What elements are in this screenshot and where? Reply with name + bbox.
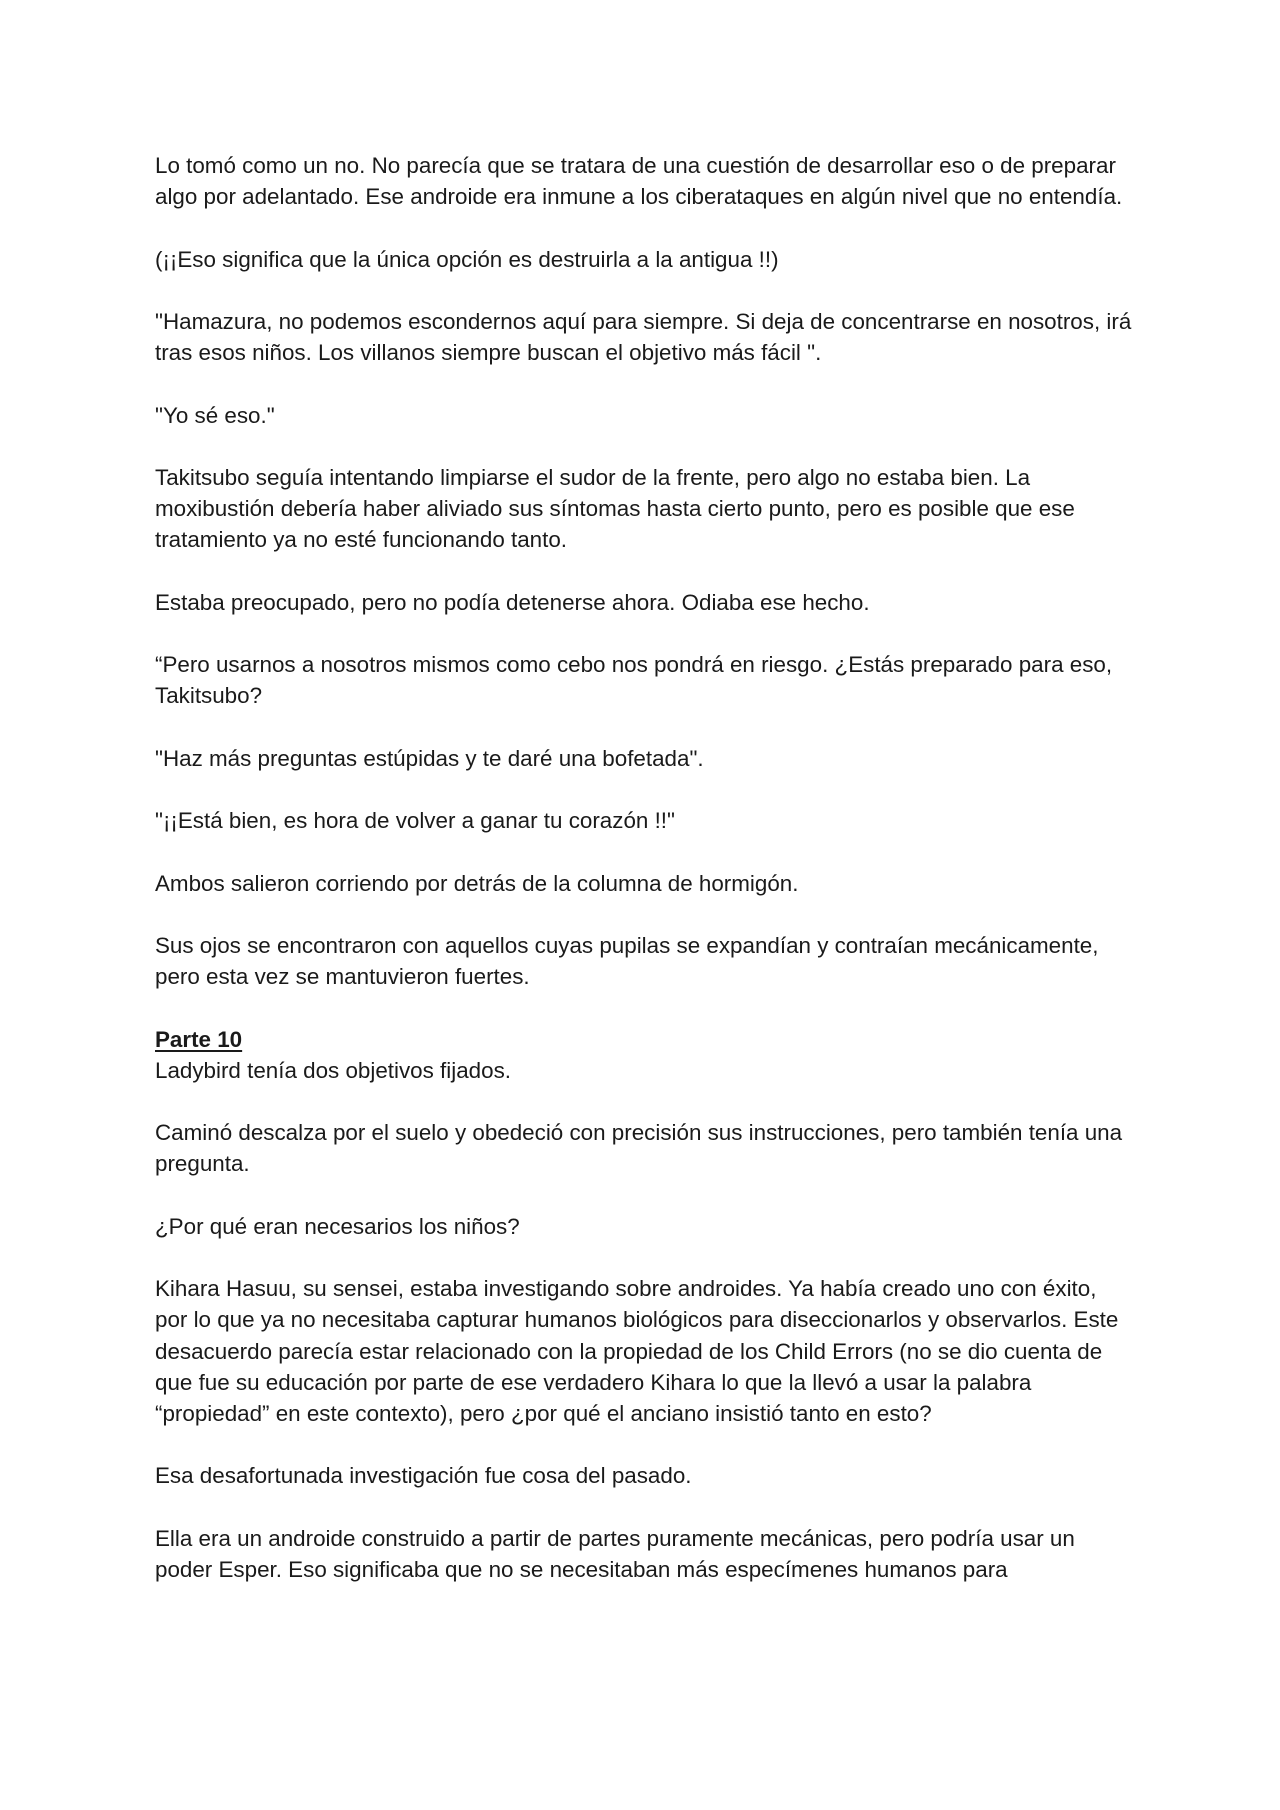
paragraph: Takitsubo seguía intentando limpiarse el sudor de la frente, pero algo no estaba bien. La moxibustión debería haber aliviado sus síntomas hasta cierto punto, pero es posible que ese tratamiento ya no esté funcionando tanto. <box>155 464 1075 553</box>
paragraph: “Pero usarnos a nosotros mismos como cebo nos pondrá en riesgo. ¿Estás preparado para eso, Takitsubo? <box>155 652 1113 709</box>
paragraph: Ambos salieron corriendo por detrás de la columna de hormigón. <box>155 870 799 896</box>
paragraph: ¿Por qué eran necesarios los niños? <box>155 1213 520 1239</box>
paragraph: Esa desafortunada investigación fue cosa del pasado. <box>155 1463 692 1489</box>
section-heading: Parte 10 <box>155 1026 243 1052</box>
paragraph: "Hamazura, no podemos escondernos aquí para siempre. Si deja de concentrarse en nosotros, irá tras esos niños. Los villanos siempre buscan el objetivo más fácil ". <box>155 308 1132 366</box>
document-page <box>155 150 1135 1616</box>
paragraph: "¡¡Está bien, es hora de volver a ganar tu corazón !!" <box>155 808 675 834</box>
paragraph: Estaba preocupado, pero no podía detenerse ahora. Odiaba ese hecho. <box>155 589 870 615</box>
paragraph: "Haz más preguntas estúpidas y te daré una bofetada". <box>155 745 704 771</box>
paragraph: Kihara Hasuu, su sensei, estaba investigando sobre androides. Ya había creado uno con éxito, por lo que ya no necesitaba capturar humanos biológicos para diseccionarlos y observarlos. Este desacuerdo parecía estar relacionado con la propiedad de los Child Errors (no se dio cuenta de que fue su educación por parte de ese verdadero Kihara lo que la llevó a usar la palabra “propiedad” en este contexto), pero ¿por qué el anciano insistió tanto en esto? <box>155 1276 1119 1426</box>
paragraph: Ella era un androide construido a partir de partes puramente mecánicas, pero podría usar un poder Esper. Eso significaba que no se necesitaban más especímenes humanos para <box>155 1525 1075 1582</box>
paragraph: Lo tomó como un no. No parecía que se tratara de una cuestión de desarrollar eso o de preparar algo por adelantado. Ese androide era inmune a los ciberataques en algún nivel que no entendía. <box>155 153 1123 210</box>
paragraph: Ladybird tenía dos objetivos fijados. <box>155 1057 511 1083</box>
paragraph: Caminó descalza por el suelo y obedeció con precisión sus instrucciones, pero también tenía una pregunta. <box>155 1120 1123 1177</box>
paragraph: Sus ojos se encontraron con aquellos cuyas pupilas se expandían y contraían mecánicamente, pero esta vez se mantuvieron fuertes. <box>155 932 1099 990</box>
paragraph: (¡¡Eso significa que la única opción es destruirla a la antigua !!) <box>155 246 779 272</box>
paragraph: "Yo sé eso." <box>155 402 275 428</box>
